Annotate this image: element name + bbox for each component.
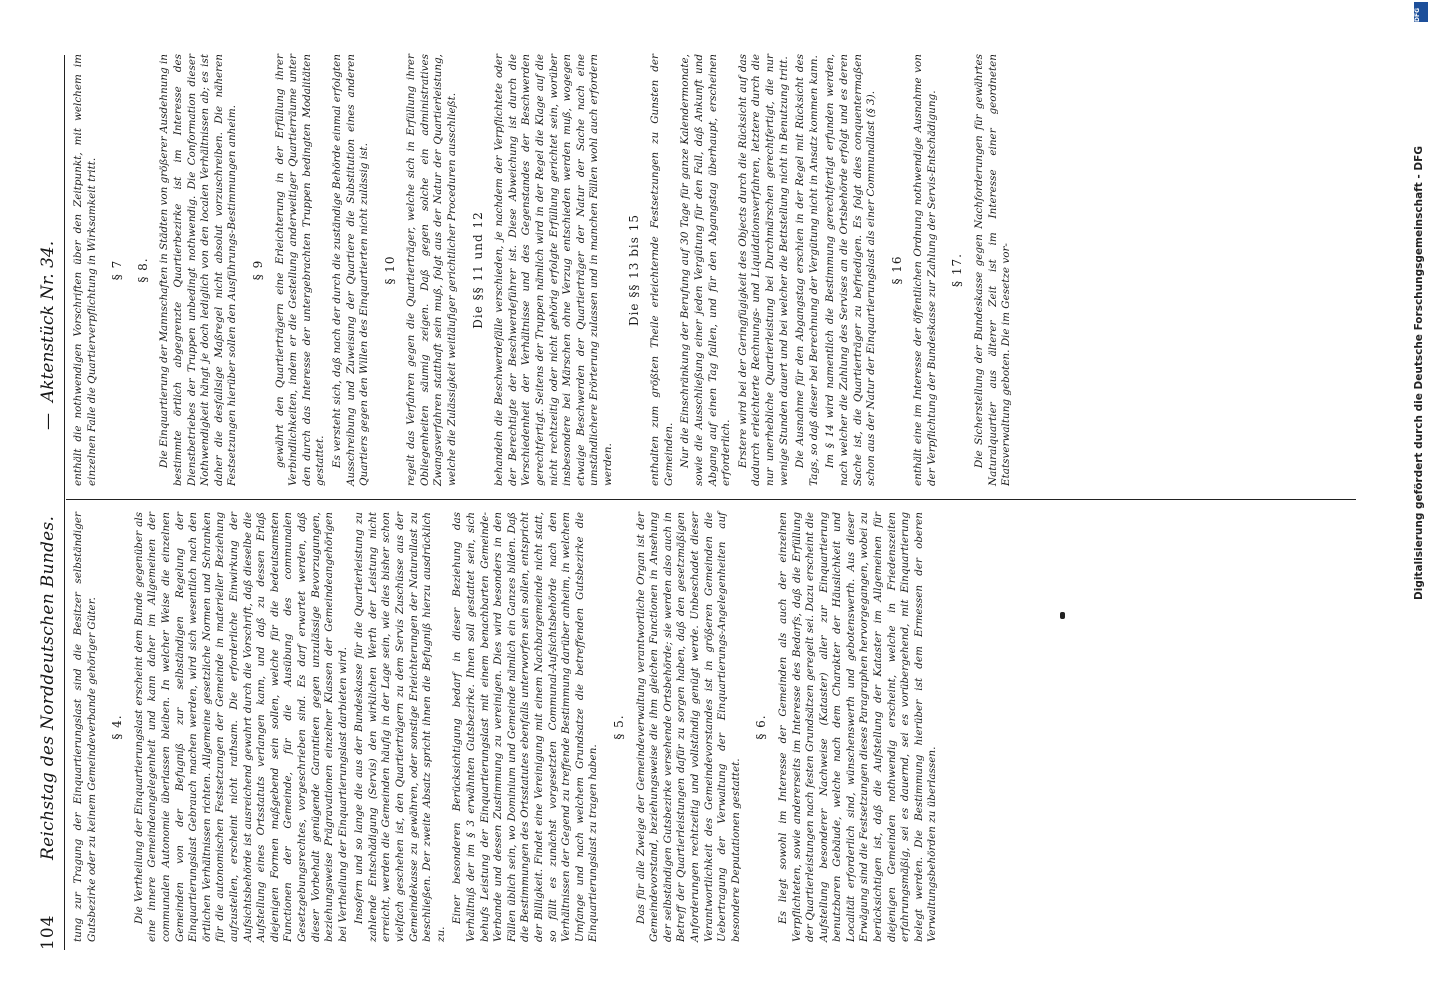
section-heading: § 4. [110,714,125,740]
ink-mark [1060,612,1065,619]
section-heading: § 5. [611,714,626,740]
paragraph: Einer besonderen Berücksichtigung bedarf in dieser Beziehung das Verhältniß der im § 3 erwähnten Gutsbezirke. Ihnen soll gestattet sein, sich behufs Leistung der Einquartierungslast mit einem benachbarten Gemeinde-Verbande und dessen Zustimmung zu vereinigen. Dies wird besonders in den Fällen üblich sein, wo Dominium und Gemeinde nämlich ein Ganzes bilden. Daß die Bestimmungen des Ortsstatutes ebenfalls unterworfen sein sollen, entspricht der Billigkeit. Findet eine Vereinigung mit einem Nachbargemeinde nicht statt, so fällt es zunächst vorgesetzten Communal-Aufsichtsbehörde nach den Verhältnissen der Gegend zu treffende Bestimmung darüber anheim, in welchem Umfange und nach welchem Grundsatze die betreffenden Gutsbezirke die Einquartierungslast zu tragen haben. [451,512,600,942]
paragraph: regelt das Verfahren gegen die Quartierträger, welche sich in Erfüllung ihrer Obliegenheiten säumig zeigen. Daß gegen solche ein administratives Zwangsverfahren statthaft sein muß, folgt aus der Natur der Quartierleistung, welche die Zulässigkeit weitläufiger gerichtlicher Proceduren ausschließt. [405,54,459,486]
paragraph: enthält eine im Interesse der öffentlichen Ordnung nothwendige Ausnahme von der Verpflichtung der Bundeskasse zur Zahlung der Servis-Entschädigung. [912,54,938,486]
paragraph: behandeln die Beschwerdefälle verschieden, je nachdem der Verpflichtete oder der Berechtigte der Beschwerdeführer ist. Diese Abweichung ist durch die Verschiedenheit der Verhältnisse und des Gegenstandes der Beschwerden gerechtfertigt. Seitens der Truppen nämlich wird in der Regel die Klage auf die nicht rechtzeitig oder nicht gehörig erfolgte Erfüllung gerichtet sein, worüber insbesondere bei Märschen ohne Verzug entschieden werden muß, wogegen etwaige Beschwerden der Quartierträger der Natur der Sache nach eine umständlichere Erörterung zulassen und in manchen Fällen wohl auch erfordern werden. [493,54,614,486]
paragraph: Die Vertheilung der Einquartierungslast erscheint dem Bunde gegenüber als eine innere Gemeindeangelegenheit und kann daher im Allgemeinen der communalen Autonomie überlassen bleiben. In welcher Weise die einzelnen Gemeinden von der Befugniß zur selbständigen Regelung der Einquartierungslast Gebrauch machen werden, wird sich wesentlich nach den örtlichen Verhältnissen richten. Allgemeine gesetzliche Normen und Schranken für die autonomischen Festsetzungen der Gemeinde in materieller Beziehung aufzustellen, erscheint nicht rathsam. Die erforderliche Einwirkung der Aufsichtsbehörde ist ausreichend gewahrt durch die Vorschrift, daß dieselbe die Aufstellung eines Ortsstatuts verlangen kann, und daß zu dessen Erlaß diejenigen Formen maßgebend sein sollen, welche für die bedeutsamsten Functionen der Gemeinde, für die Ausübung des communalen Gesetzgebungsrechtes, vorgeschrieben sind. Es darf erwartet werden, daß dieser Vorbehalt genügende Garantieen gegen unzulässige Bevorzugungen, beziehungsweise Prägravationen einzelner Klassen der Gemeindeangehörigen bei Vertheilung der Einquartierungslast darbieten wird. [132,512,349,942]
paragraph: Es versteht sich, daß nach der durch die zuständige Behörde einmal erfolgten Ausschreibung und Zuweisung der Quartiere die Substitution eines anderen Quartiers gegen den Willen des Einquartierten nicht zulässig ist. [330,54,371,486]
paragraph: Im § 14 wird namentlich die Bestimmung gerechtfertigt erfunden werden, nach welcher die Zahlung des Servises an die Ortsbehörde erfolgt und es deren Sache ist, die Quartierträger zu befriedigen. Es folgt dies conquentermaßen schon aus der Natur der Einquartierungslast als einer Communallast (§ 3). [824,54,878,486]
page-header [38,50,60,950]
header-rule [64,55,65,950]
paragraph: Die Ausnahme für den Abgangstag erschien in der Regel mit Rücksicht des Tags, so daß dieser bei Berechnung der Vergütung nicht in Ansatz kommen kann. [794,54,820,486]
paragraph: tung zur Tragung der Einquartierungslast sind die Besitzer selbständiger Gutsbezirke oder zu keinem Gemeindeverbande gehöriger Güter. [72,512,98,942]
paragraph: enthalten zum größten Theile erleichternde Festsetzungen zu Gunsten der Gemeinden. [649,54,675,486]
section-heading: § 17. [950,253,965,287]
section-heading: § 10 [382,255,397,285]
dfg-logo-text: DFG [1414,7,1421,22]
document-number: Aktenstück Nr. 34. [38,240,58,402]
section-heading: § 16 [889,255,904,285]
dfg-logo [1414,2,1428,22]
paragraph: Das für alle Zweige der Gemeindeverwaltung verantwortliche Organ ist der Gemeindevorstand, beziehungsweise die ihm gleichen Functionen in Ansehung der selbständigen Gutsbezirke versehende Ortsbehörde; sie werden also auch in Betreff der Quartierleistungen dafür zu sorgen haben, daß den gesetzmäßigen Anforderungen rechtzeitig und vollständig genügt werde. Unbeschadet dieser Verantwortlichkeit des Gemeindevorstandes ist in größeren Gemeinden die Uebertragung der Verwaltung der Einquartierungs-Angelegenheiten auf besondere Deputationen gestattet. [634,512,742,942]
digitization-credit: Digitalisierung gefördert durch die Deutsche Forschungsgemeinschaft - DFG [1413,146,1425,600]
paragraph: enthält die nothwendigen Vorschriften über den Zeitpunkt, mit welchem im einzelnen Falle die Quartierverpflichtung in Wirksamkeit tritt. [72,54,98,486]
section-heading: Die §§ 11 und 12 [470,211,485,329]
section-heading: § 8. [135,257,150,283]
paragraph: Nur die Einschränkung der Berufung auf 30 Tage für ganze Kalendermonate, sowie die Ausschließung einer jeden Vergütung für den Fall, daß Ankunft und Abgang auf einen Tag fallen, und für den Abgangstag überhaupt, erscheinen erforderlich. [679,54,733,486]
section-heading: Die §§ 13 bis 15 [626,213,641,327]
paragraph: Die Sicherstellung der Bundeskasse gegen Nachforderungen für gewährtes Naturalquartier aus älterer Zeit ist im Interesse einer geordneten Etatsverwaltung geboten. Die im Gesetze vor- [973,54,1013,486]
column-divider [66,499,1356,500]
paragraph: Insofern und so lange die aus der Bundeskasse für die Quartierleistung zu zahlende Entschädigung (Servis) den wirklichen Werth der Leistung nicht erreicht, werden die Gemeinden häufig in der Lage sein, wie dies bisher schon vielfach geschehen ist, den Quartierträgern zu dem Servis Zuschüsse aus der Gemeindekasse zu gewähren, oder sonstige Erleichterungen der Naturallast zu beschließen. Der zweite Absatz spricht ihnen die Befugniß hierzu ausdrücklich zu. [353,512,447,942]
section-heading: § 9 [250,259,265,281]
paragraph: Die Einquartierung der Mannschaften in Städten von größerer Ausdehnung in bestimmte örtlich abgegrenzte Quartierbezirke ist im Interesse des Dienstbetriebes der Truppen unbedingt nothwendig. Die Conformation dieser Nothwendigkeit hängt je doch lediglich von den localen Verhältnissen ab; es ist daher die desfallsige Maßregel nicht absolut vorzuschreiben. Die näheren Festsetzungen hierüber sollen den Ausführungs-Bestimmungen anheim. [158,54,239,486]
running-title: Reichstag des Norddeutschen Bundes. [38,515,58,860]
section-heading: § 7 [110,259,125,281]
header-separator: — [38,413,58,430]
left-column [72,512,1352,942]
paragraph: gewährt den Quartierträgern eine Erleichterung in der Erfüllung ihrer Verbindlichkeiten, indem er die Gestellung anderweitiger Quartierräume unter den durch das Interesse der untergebrachten Truppen bedingten Modalitäten gestattet. [273,54,327,486]
section-heading: § 6. [754,714,769,740]
right-column [72,54,1352,486]
paragraph: Es liegt sowohl im Interesse der Gemeinden als auch der einzelnen Verpflichteten, sowie andererseits im Interesse des Bedarfs, daß die Erfüllung der Quartierleistungen nach festen Grundsätzen geregelt sei. Dazu erscheint die Aufstellung besonderer Nachweise (Kataster) aller zur Einquartierung benutzbaren Gebäude, welche nach dem Charakter der Häuslichkeit und Localität erforderlich sind, wünschenswerth und gebotenswerth. Aus dieser Erwägung sind die Festsetzungen dieses Paragraphen hervorgegangen, wobei zu berücksichtigen ist, daß die Aufstellung der Kataster im Allgemeinen für diejenigen Gemeinden nothwendig erscheint, welche in Friedenszeiten erfahrungsmäßig, sei es dauernd, sei es vorübergehend, mit Einquartierung belegt werden. Die Bestimmung hierüber ist dem Ermessen der oberen Verwaltungsbehörden zu überlassen. [776,512,939,942]
paragraph: Erstere wird bei der Geringfügigkeit des Objects durch die Rücksicht auf das dadurch erleichterte Rechnungs- und Liquidationsverfahren, letztere durch die nur unerhebliche Quartierleistung bei Durchmärschen gerechtfertigt, die nur wenige Stunden dauert und bei welcher die Bettstellung nicht in Benutzung tritt. [736,54,790,486]
page-number: 104 [38,914,58,950]
